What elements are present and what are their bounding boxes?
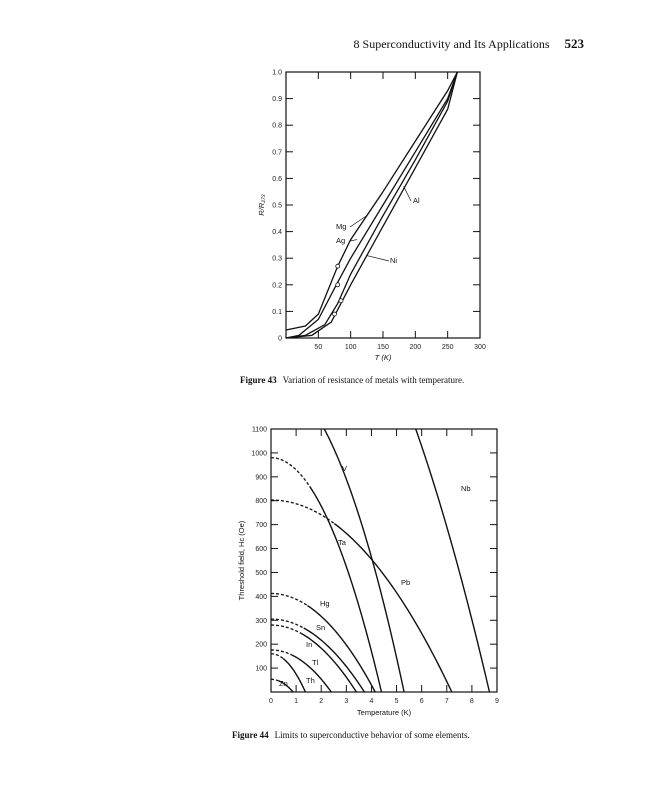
series-label-tl: Tl <box>312 658 319 667</box>
series-dashed-ta <box>271 458 310 487</box>
series-dashed-in <box>271 625 301 633</box>
series-label-al: Al <box>413 196 420 205</box>
series-label-v: V <box>342 464 348 473</box>
page-number: 523 <box>564 36 584 51</box>
y-tick-label: 200 <box>255 641 267 649</box>
y-tick-label: 1000 <box>251 450 267 458</box>
series-dashed-nb <box>271 223 347 280</box>
x-tick-label: 50 <box>314 344 323 351</box>
x-tick-label: 5 <box>394 698 399 705</box>
y-tick-label: 700 <box>255 522 267 530</box>
series-dashed-zn <box>271 679 279 681</box>
figure-43-caption-text: Variation of resistance of metals with temperature. <box>282 375 465 385</box>
series-dashed-hg <box>271 593 307 605</box>
plot-frame <box>271 429 497 692</box>
x-tick-label: 250 <box>441 344 454 351</box>
y-tick-label: 0.3 <box>272 255 282 263</box>
y-tick-label: 0.6 <box>272 175 282 183</box>
y-tick-label: 900 <box>255 474 267 482</box>
series-label-sn: Sn <box>316 623 326 632</box>
x-tick-label: 1 <box>294 698 299 705</box>
y-tick-label: 600 <box>255 546 267 554</box>
figure-44-number: Figure 44 <box>232 730 269 740</box>
y-tick-label: 0.5 <box>272 202 282 210</box>
x-tick-label: 200 <box>409 344 422 351</box>
y-tick-label: 0.8 <box>272 122 282 130</box>
series-dashed-tl <box>271 650 292 655</box>
figure-43-number: Figure 43 <box>240 375 277 385</box>
x-tick-label: 7 <box>444 698 449 705</box>
y-tick-label: 500 <box>255 569 267 577</box>
y-tick-label: 0.1 <box>272 308 282 316</box>
x-tick-label: 2 <box>319 698 324 705</box>
y-tick-label: 0.9 <box>272 96 282 104</box>
figure-44-caption-text: Limits to superconductive behavior of some elements. <box>274 730 470 740</box>
y-tick-label: 0 <box>278 335 282 343</box>
series-label-hg: Hg <box>320 599 330 608</box>
x-axis-label: T (K) <box>374 353 392 362</box>
y-tick-label: 0.2 <box>272 282 282 290</box>
series-line-pb <box>334 524 452 692</box>
series-label-th: Th <box>306 676 315 685</box>
series-label-zn: Zn <box>279 679 288 688</box>
x-tick-label: 0 <box>269 698 273 705</box>
series-label-ag: Ag <box>336 236 346 245</box>
y-tick-label: 100 <box>255 665 267 673</box>
x-tick-label: 6 <box>419 698 424 705</box>
x-tick-label: 3 <box>344 698 349 705</box>
running-title: 8 Superconductivity and Its Applications <box>353 37 550 51</box>
series-label-nb: Nb <box>461 484 471 493</box>
series-line-v <box>318 417 405 692</box>
y-tick-label: 300 <box>255 617 267 625</box>
series-label-in: In <box>306 640 313 649</box>
x-axis-label: Temperature (K) <box>356 708 412 717</box>
series-label-ni: Ni <box>390 256 398 265</box>
y-tick-label: 1100 <box>251 426 267 434</box>
x-tick-label: 4 <box>369 698 374 705</box>
series-label-mg: Mg <box>336 222 347 231</box>
series-dashed-th <box>271 654 283 659</box>
x-tick-label: 100 <box>344 344 357 351</box>
x-tick-label: 300 <box>474 344 486 351</box>
y-tick-label: 0.4 <box>272 229 282 237</box>
y-axis-label: Threshold field, Hc (Oe) <box>237 520 246 601</box>
series-label-ta: Ta <box>338 538 346 547</box>
y-tick-label: 400 <box>255 593 267 601</box>
series-line-hg <box>307 606 375 692</box>
figure-43-caption <box>240 375 464 385</box>
y-axis-label: R/R₂₇₃ <box>257 194 266 216</box>
y-tick-label: 0.7 <box>272 149 282 157</box>
series-label-pb: Pb <box>401 578 411 587</box>
figure-44-caption <box>232 730 470 740</box>
x-tick-label: 9 <box>495 698 499 705</box>
x-tick-label: 8 <box>469 698 474 705</box>
x-tick-label: 150 <box>377 344 389 351</box>
y-tick-label: 1.0 <box>272 69 282 77</box>
series-line-ta <box>310 486 382 692</box>
y-tick-label: 800 <box>255 498 267 506</box>
